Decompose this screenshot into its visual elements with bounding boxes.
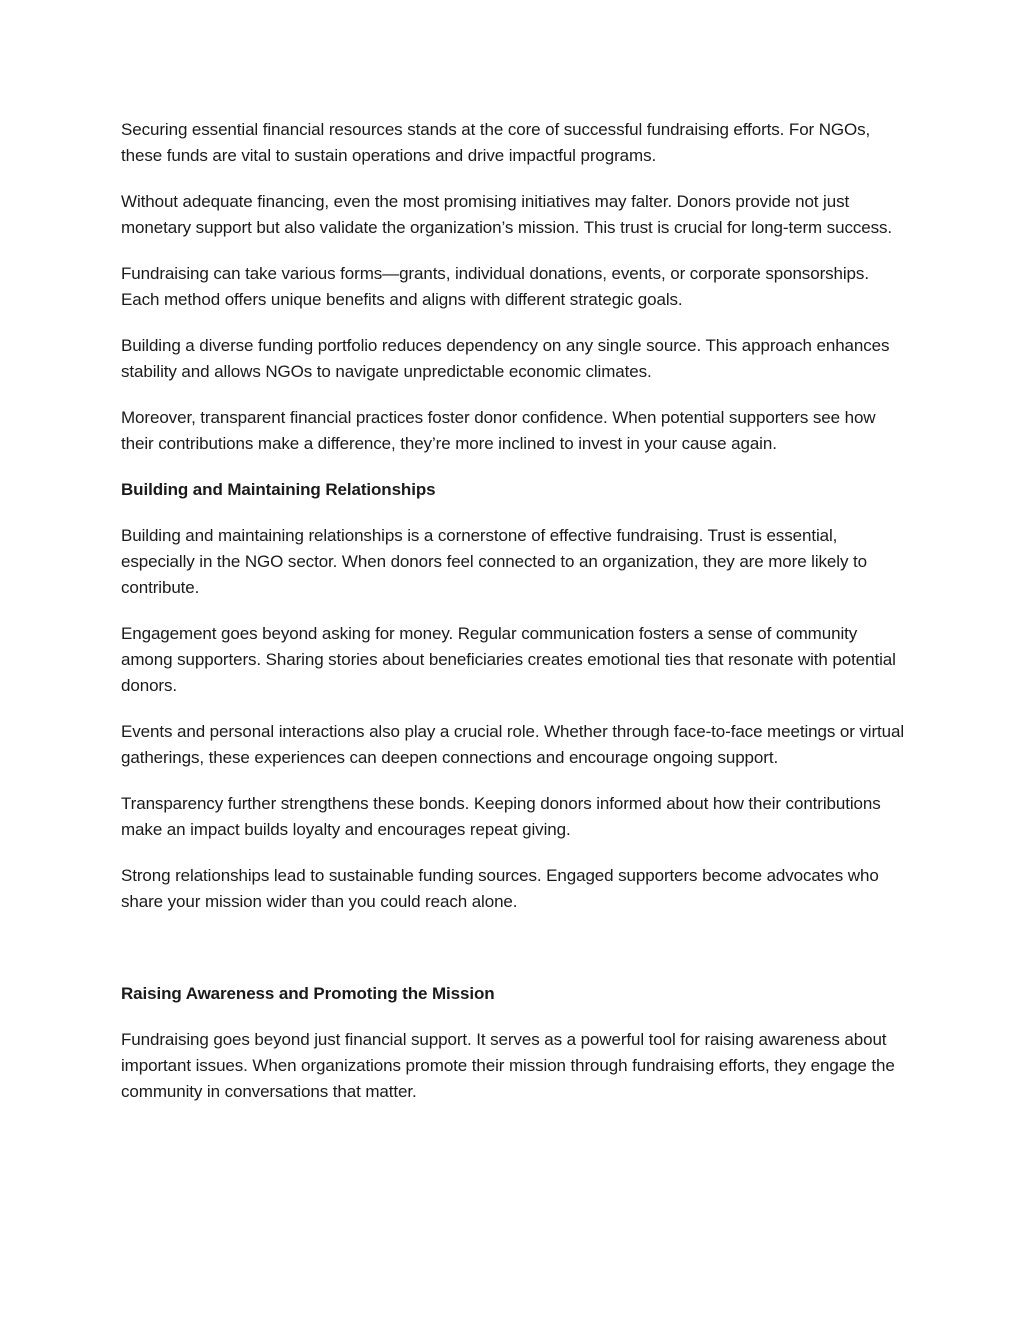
intro-paragraph-2: Without adequate financing, even the most promising initiatives may falter. Donors provide not just monetary support but also validate the organization’s mission. This trust is crucial for long-term success.: [121, 192, 893, 237]
intro-paragraph-4: Building a diverse funding portfolio reduces dependency on any single source. This approach enhances stability and allows NGOs to navigate unpredictable economic climates.: [121, 336, 890, 381]
relationships-paragraph-3: Events and personal interactions also play a crucial role. Whether through face-to-face meetings or virtual gatherings, these experiences can deepen connections and encourage ongoing support.: [121, 722, 905, 767]
intro-paragraph-3: Fundraising can take various forms—grants, individual donations, events, or corporate sponsorships. Each method offers unique benefits and aligns with different strategic goals.: [121, 264, 869, 309]
intro-paragraph-1: Securing essential financial resources stands at the core of successful fundraising efforts. For NGOs, these funds are vital to sustain operations and drive impactful programs.: [121, 120, 871, 165]
relationships-paragraph-1: Building and maintaining relationships is a cornerstone of effective fundraising. Trust is essential, especially in the NGO sector. When donors feel connected to an organization, they are more likely to contribute.: [121, 526, 867, 597]
awareness-heading: Raising Awareness and Promoting the Mission: [121, 984, 495, 1003]
relationships-heading: Building and Maintaining Relationships: [121, 480, 436, 499]
awareness-paragraph-1: Fundraising goes beyond just financial support. It serves as a powerful tool for raising awareness about important issues. When organizations promote their mission through fundraising efforts, they engage the community in conversations that matter.: [121, 1030, 895, 1101]
document-page: [121, 117, 911, 1125]
relationships-paragraph-5: Strong relationships lead to sustainable funding sources. Engaged supporters become advocates who share your mission wider than you could reach alone.: [121, 866, 879, 911]
relationships-paragraph-4: Transparency further strengthens these bonds. Keeping donors informed about how their contributions make an impact builds loyalty and encourages repeat giving.: [121, 794, 881, 839]
intro-paragraph-5: Moreover, transparent financial practices foster donor confidence. When potential supporters see how their contributions make a difference, they’re more inclined to invest in your cause again.: [121, 408, 876, 453]
relationships-paragraph-2: Engagement goes beyond asking for money. Regular communication fosters a sense of community among supporters. Sharing stories about beneficiaries creates emotional ties that resonate with potential donors.: [121, 624, 896, 695]
section-spacer: [121, 935, 911, 981]
